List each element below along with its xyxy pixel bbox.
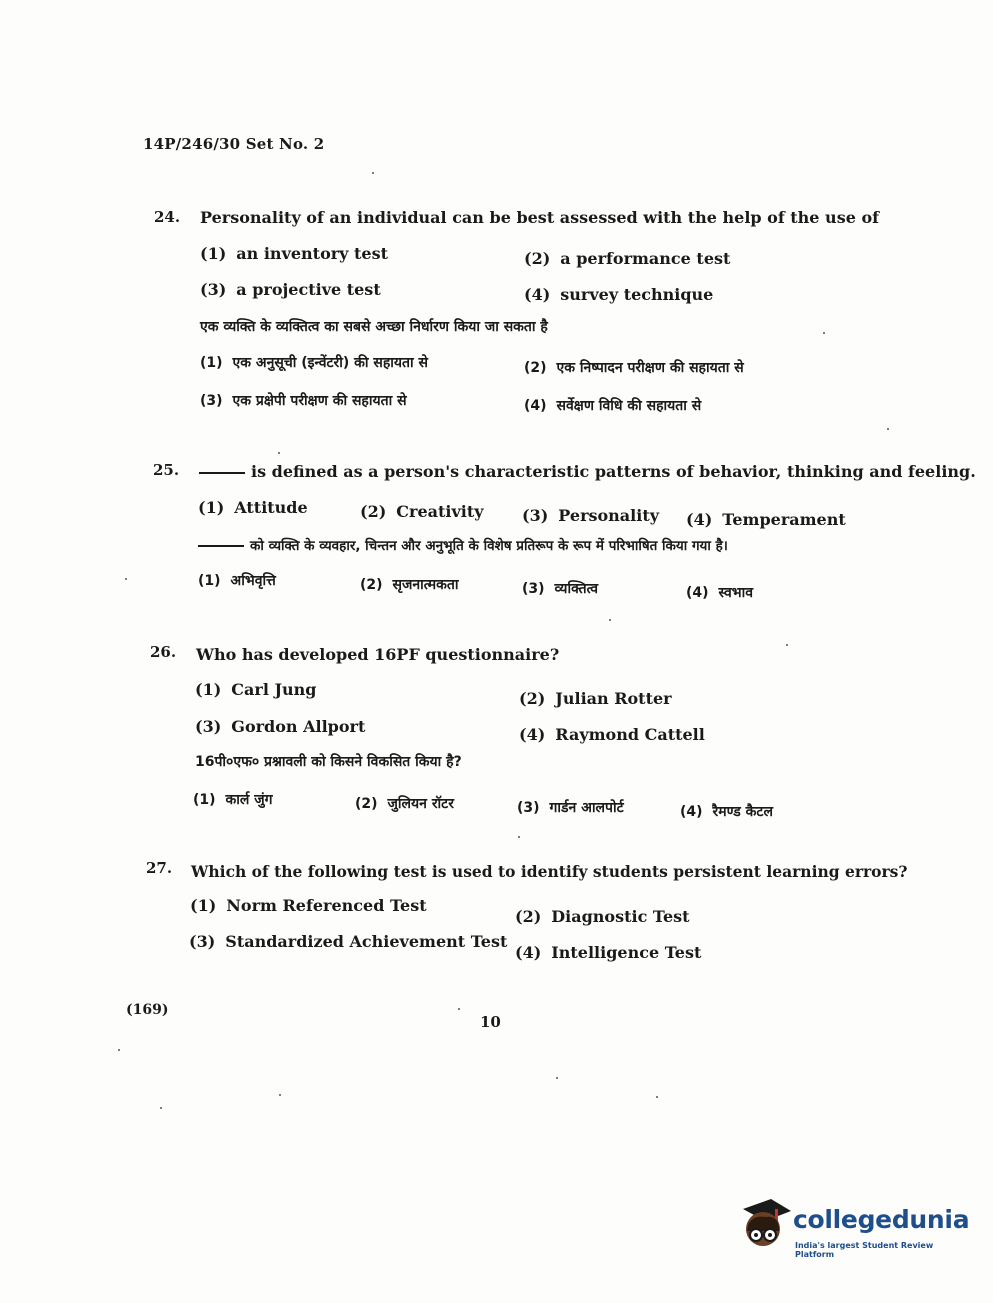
hindi-option-2: (2) जुलियन रॉटर bbox=[355, 796, 454, 812]
question-text-hindi: को व्यक्ति के व्यवहार, चिन्तन और अनुभूति के विशेष प्रतिरूप के रूप में परिभाषित किया गया है। bbox=[198, 536, 728, 554]
option-4: (4) survey technique bbox=[524, 285, 714, 304]
scan-speck bbox=[656, 1096, 658, 1098]
scan-speck bbox=[823, 332, 825, 334]
option-4: (4) Intelligence Test bbox=[515, 943, 702, 962]
question-text: Which of the following test is used to identify students persistent learning errors? bbox=[191, 862, 908, 881]
question-number: 24. bbox=[154, 208, 181, 226]
option-2: (2) a performance test bbox=[524, 249, 731, 268]
page-number: 10 bbox=[480, 1013, 501, 1031]
logo-wordmark: collegedunia bbox=[793, 1205, 970, 1234]
paper-code-footer: (169) bbox=[126, 1002, 169, 1018]
answer-blank bbox=[199, 472, 245, 474]
option-4: (4) Temperament bbox=[686, 510, 846, 529]
paper-code-header: 14P/246/30 Set No. 2 bbox=[143, 135, 325, 153]
logo-tagline: India's largest Student Review Platform bbox=[795, 1241, 934, 1259]
question-text: Who has developed 16PF questionnaire? bbox=[196, 645, 560, 664]
scan-speck bbox=[160, 1107, 162, 1109]
answer-blank bbox=[198, 545, 244, 547]
hindi-option-4: (4) सर्वेक्षण विधि की सहायता से bbox=[524, 398, 702, 414]
scan-speck bbox=[458, 1008, 460, 1010]
option-2: (2) Creativity bbox=[360, 502, 484, 521]
question-text-hindi: 16पी०एफ० प्रश्नावली को किसने विकसित किया है? bbox=[195, 754, 462, 770]
question-number: 26. bbox=[150, 643, 177, 661]
question-number: 25. bbox=[153, 461, 180, 479]
scan-speck bbox=[786, 644, 788, 646]
option-2: (2) Julian Rotter bbox=[519, 689, 672, 708]
question-number: 27. bbox=[146, 859, 173, 877]
scan-speck bbox=[279, 1094, 281, 1096]
student-mascot-icon bbox=[735, 1195, 793, 1257]
scan-speck bbox=[125, 578, 127, 580]
option-2: (2) Diagnostic Test bbox=[515, 907, 690, 926]
hindi-option-2: (2) सृजनात्मकता bbox=[360, 577, 459, 593]
hindi-option-3: (3) व्यक्तित्व bbox=[522, 581, 599, 597]
question-text: Personality of an individual can be best assessed with the help of the use of bbox=[200, 208, 879, 227]
scan-speck bbox=[609, 619, 611, 621]
hindi-option-1: (1) एक अनुसूची (इन्वेंटरी) की सहायता से bbox=[200, 355, 428, 371]
option-3: (3) a projective test bbox=[200, 280, 381, 299]
hindi-option-3: (3) गार्डन आलपोर्ट bbox=[517, 800, 624, 816]
question-text: is defined as a person's characteristic patterns of behavior, thinking and feeling. bbox=[199, 462, 976, 481]
scan-speck bbox=[887, 428, 889, 430]
option-1: (1) Carl Jung bbox=[195, 680, 317, 699]
hindi-option-2: (2) एक निष्पादन परीक्षण की सहायता से bbox=[524, 360, 744, 376]
option-3: (3) Personality bbox=[522, 506, 660, 525]
scan-speck bbox=[518, 836, 520, 838]
option-1: (1) an inventory test bbox=[200, 244, 388, 263]
hindi-option-1: (1) कार्ल जुंग bbox=[193, 792, 273, 808]
option-1: (1) Norm Referenced Test bbox=[190, 896, 427, 915]
scan-speck bbox=[372, 172, 374, 174]
collegedunia-logo bbox=[735, 1195, 970, 1265]
option-3: (3) Standardized Achievement Test bbox=[189, 932, 508, 951]
scan-speck bbox=[118, 1049, 120, 1051]
scan-speck bbox=[278, 452, 280, 454]
hindi-option-4: (4) रैमण्ड कैटल bbox=[680, 804, 773, 820]
question-text-hindi: एक व्यक्ति के व्यक्तित्व का सबसे अच्छा निर्धारण किया जा सकता है bbox=[200, 319, 548, 335]
option-4: (4) Raymond Cattell bbox=[519, 725, 705, 744]
hindi-option-1: (1) अभिवृत्ति bbox=[198, 573, 276, 589]
option-3: (3) Gordon Allport bbox=[195, 717, 366, 736]
option-1: (1) Attitude bbox=[198, 498, 308, 517]
hindi-option-3: (3) एक प्रक्षेपी परीक्षण की सहायता से bbox=[200, 393, 407, 409]
scan-speck bbox=[556, 1077, 558, 1079]
hindi-option-4: (4) स्वभाव bbox=[686, 585, 754, 601]
